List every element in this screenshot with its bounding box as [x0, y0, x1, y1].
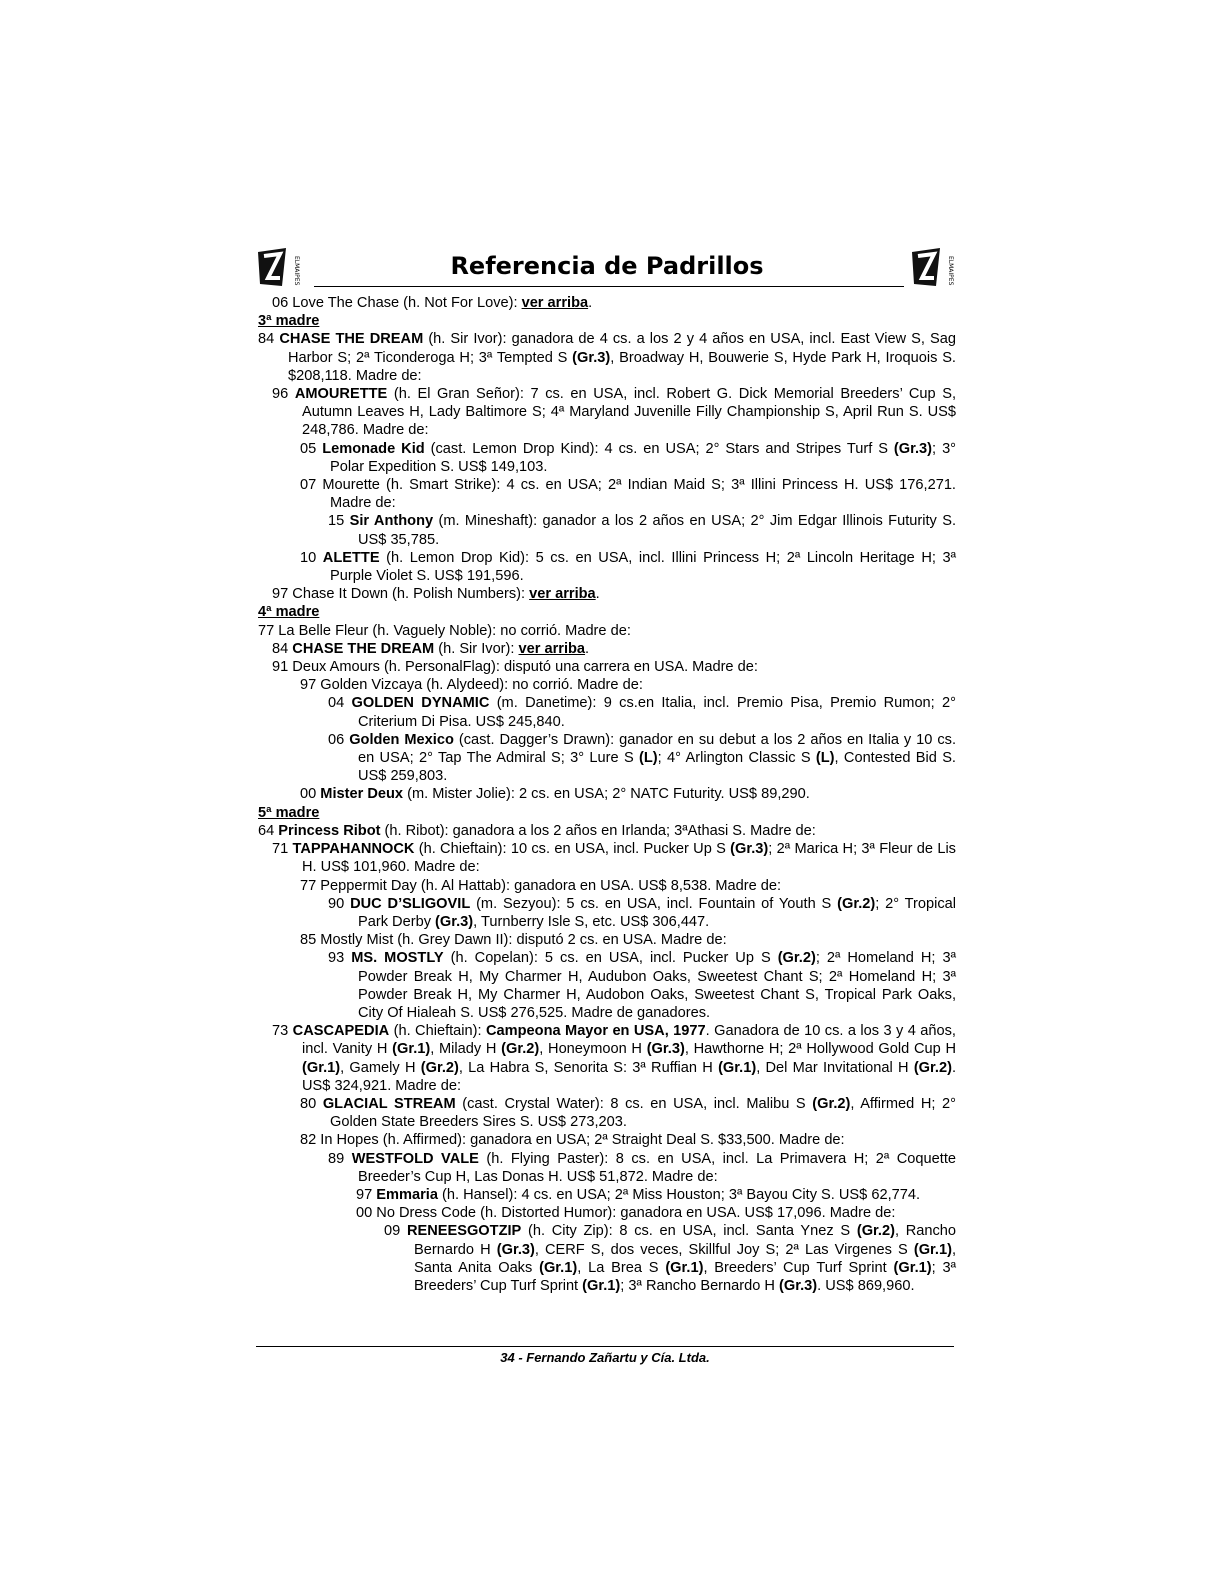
bold-text: Lemonade Kid — [322, 440, 425, 457]
entry-text: 80 — [300, 1095, 323, 1112]
bold-text: (Gr.1) — [392, 1041, 431, 1058]
entry-text: , CERF S, dos veces, Skillful Joy S; 2ª Las Virgenes S — [534, 1241, 914, 1258]
pedigree-entry — [258, 822, 956, 840]
entry-text: 84 — [258, 331, 280, 348]
pedigree-entry — [258, 694, 956, 730]
bold-text: (Gr.3) — [730, 841, 769, 858]
footer-rule — [256, 1346, 954, 1347]
entry-text: (h. Sir Ivor): — [434, 640, 519, 657]
cross-reference-link: ver arriba — [529, 586, 596, 603]
entry-text: . — [585, 640, 590, 657]
entry-text: 91 Deux Amours (h. PersonalFlag): disputó una carrera en USA. Madre de: — [272, 659, 758, 676]
entry-text: 82 In Hopes (h. Affirmed): ganadora en USA; 2ª Straight Deal S. $33,500. Madre de: — [300, 1132, 845, 1149]
entry-text: 97 — [356, 1186, 377, 1203]
entry-text: ; 2ª Homeland H; 3ª Powder Break H, My Charmer H, Audubon Oaks, Sweetest Chant S; 2ª Homeland H; 3ª Powder Break H, My Charmer H, Audobon Oaks, Sweetest Chant S, Tropical Park Oaks, City Of Hialeah S. US$ 276,525. Madre de ganadores. — [358, 950, 956, 1021]
entry-text: ; 3° Polar Expedition S. US$ 149,103. — [330, 440, 957, 475]
entry-text: (h. Chieftain): — [389, 1023, 486, 1040]
bold-text: CHASE THE DREAM — [279, 331, 424, 348]
section-title: 4ª madre — [258, 604, 320, 621]
bold-text: (L) — [815, 750, 835, 767]
entry-text: (h. Sir Ivor): ganadora de 4 cs. a los 2 y 4 años en USA, incl. East View S, Sag Harbor S; 2ª Ticonderoga H; 3ª Tempted S — [288, 331, 956, 366]
entry-text: 15 — [328, 513, 350, 530]
bold-text: Campeona Mayor en USA, 1977 — [486, 1023, 706, 1040]
bold-text: (Gr.2) — [501, 1041, 540, 1058]
entry-text: (h. Ribot): ganadora a los 2 años en Irlanda; 3ªAthasi S. Madre de: — [380, 822, 816, 839]
entry-text: . — [588, 295, 593, 311]
entry-text: ; 3ª Breeders’ Cup Turf Sprint — [414, 1259, 956, 1294]
bold-text: Mister Deux — [320, 786, 404, 803]
pedigree-entry — [258, 1150, 956, 1186]
entry-text: (h. Flying Paster): 8 cs. en USA, incl. La Primavera H; 2ª Coquette Breeder’s Cup H, Las Donas H. US$ 51,872. Madre de: — [358, 1150, 956, 1185]
entry-text: , Santa Anita Oaks — [414, 1241, 957, 1276]
pedigree-entry — [258, 1186, 956, 1204]
svg-text:ELMAIPES: ELMAIPES — [293, 256, 300, 286]
entry-text: . US$ 869,960. — [817, 1277, 915, 1294]
entry-text: 06 — [328, 731, 350, 748]
entry-text: 00 No Dress Code (h. Distorted Humor): ganadora en USA. US$ 17,096. Madre de: — [356, 1205, 896, 1222]
entry-text: , Broadway H, Bouwerie S, Hyde Park H, Iroquois S. $208,118. Madre de: — [288, 349, 956, 384]
entry-text: 73 — [272, 1023, 293, 1040]
bold-text: WESTFOLD VALE — [351, 1150, 479, 1167]
entry-text: 90 — [328, 895, 351, 912]
entry-text: (m. Mister Jolie): 2 cs. en USA; 2° NATC Futurity. US$ 89,290. — [403, 786, 810, 803]
entry-text: (m. Sezyou): 5 cs. en USA, incl. Fountain of Youth S — [470, 895, 838, 912]
entry-text: , Breeders’ Cup Turf Sprint — [703, 1259, 894, 1276]
bold-text: RENEESGOTZIP — [406, 1223, 522, 1240]
pedigree-entry — [258, 731, 956, 786]
bold-text: (Gr.1) — [913, 1241, 952, 1258]
pedigree-entry — [258, 1095, 956, 1131]
entry-text: 09 — [384, 1223, 407, 1240]
entry-text: , La Brea S — [577, 1259, 666, 1276]
bold-text: (Gr.1) — [893, 1259, 932, 1276]
entry-text: 77 Peppermit Day (h. Al Hattab): ganadora en USA. US$ 8,538. Madre de: — [300, 877, 782, 894]
section-heading — [258, 312, 956, 330]
bold-text: (Gr.1) — [302, 1059, 341, 1076]
pedigree-entry — [258, 1204, 956, 1222]
entry-text: , Milady H — [430, 1041, 502, 1058]
bold-text: (Gr.2) — [777, 950, 816, 967]
pedigree-entry — [258, 440, 956, 476]
bold-text: (Gr.3) — [435, 913, 474, 930]
bold-text: (Gr.2) — [420, 1059, 459, 1076]
pedigree-entry — [258, 294, 956, 312]
entry-text: 00 — [300, 786, 321, 803]
entry-text: (h. Chieftain): 10 cs. en USA, incl. Pucker Up S — [414, 841, 731, 858]
pedigree-entry — [258, 512, 956, 548]
entry-text: , Honeymoon H — [539, 1041, 647, 1058]
pedigree-entry — [258, 840, 956, 876]
fz-logo-icon — [910, 244, 958, 290]
entry-text: 71 — [272, 841, 293, 858]
entry-text: , Contested Bid S. US$ 259,803. — [358, 750, 956, 785]
entry-text: 04 — [328, 695, 352, 712]
section-title: 3ª madre — [258, 313, 320, 330]
entry-text: (cast. Crystal Water): 8 cs. en USA, incl. Malibu S — [455, 1095, 813, 1112]
entry-text: 06 Love The Chase (h. Not For Love): — [272, 295, 522, 311]
bold-text: (Gr.1) — [718, 1059, 757, 1076]
bold-text: DUC D’SLIGOVIL — [350, 895, 471, 912]
pedigree-entry — [258, 330, 956, 385]
entry-text: (m. Danetime): 9 cs.en Italia, incl. Premio Pisa, Premio Rumon; 2° Criterium Di Pisa. US$ 245,840. — [358, 695, 956, 730]
bold-text: (Gr.3) — [496, 1241, 535, 1258]
bold-text: Emmaria — [376, 1186, 438, 1203]
fz-logo-icon — [256, 244, 304, 290]
pedigree-entry — [258, 658, 956, 676]
section-title: 5ª madre — [258, 804, 320, 821]
pedigree-text — [258, 294, 956, 1295]
bold-text: (Gr.2) — [837, 895, 876, 912]
entry-text: (h. Copelan): 5 cs. en USA, incl. Pucker Up S — [443, 950, 778, 967]
entry-text: 64 — [258, 822, 279, 839]
bold-text: Golden Mexico — [349, 731, 454, 748]
bold-text: (Gr.1) — [539, 1259, 578, 1276]
cross-reference-link: ver arriba — [521, 295, 589, 311]
section-heading — [258, 804, 956, 822]
entry-text: . — [595, 586, 600, 603]
entry-text: , Affirmed H; 2° Golden State Breeders Sires S. US$ 273,203. — [330, 1095, 956, 1131]
section-heading — [258, 603, 956, 621]
entry-text: 97 Chase It Down (h. Polish Numbers): — [272, 586, 530, 603]
entry-text: 84 — [272, 640, 293, 657]
entry-text: . US$ 324,921. Madre de: — [302, 1059, 956, 1094]
pedigree-entry — [258, 949, 956, 1022]
entry-text: 97 Golden Vizcaya (h. Alydeed): no corrió. Madre de: — [300, 677, 643, 694]
pedigree-entry — [258, 1222, 956, 1295]
pedigree-entry — [258, 549, 956, 585]
entry-text: . Ganadora de 10 cs. a los 3 y 4 años, incl. Vanity H — [302, 1023, 956, 1058]
bold-text: (Gr.1) — [665, 1259, 704, 1276]
bold-text: GOLDEN DYNAMIC — [351, 695, 490, 712]
pedigree-entry — [258, 676, 956, 694]
bold-text: MS. MOSTLY — [351, 950, 444, 967]
entry-text: (h. City Zip): 8 cs. en USA, incl. Santa Ynez S — [521, 1223, 857, 1240]
bold-text: Princess Ribot — [278, 822, 381, 839]
entry-text: 93 — [328, 950, 352, 967]
svg-text:ELMAIPES: ELMAIPES — [947, 256, 954, 286]
bold-text: CHASE THE DREAM — [292, 640, 435, 657]
entry-text: 85 Mostly Mist (h. Grey Dawn II): disputó 2 cs. en USA. Madre de: — [300, 932, 727, 949]
pedigree-entry — [258, 476, 956, 512]
pedigree-entry — [258, 385, 956, 440]
entry-text: 07 Mourette (h. Smart Strike): 4 cs. en USA; 2ª Indian Maid S; 3ª Illini Princess H. US$ 176,271. Madre de: — [300, 477, 956, 512]
entry-text: (cast. Lemon Drop Kind): 4 cs. en USA; 2° Stars and Stripes Turf S — [424, 440, 894, 457]
entry-text: (h. Lemon Drop Kid): 5 cs. en USA, incl. Illini Princess H; 2ª Lincoln Heritage H; 3ª Purple Violet S. US$ 191,596. — [330, 549, 956, 585]
entry-text: , Turnberry Isle S, etc. US$ 306,447. — [473, 913, 710, 930]
bold-text: CASCAPEDIA — [292, 1023, 390, 1040]
entry-text: 10 — [300, 549, 323, 566]
bold-text: (Gr.3) — [779, 1277, 818, 1294]
bold-text: TAPPAHANNOCK — [292, 841, 415, 858]
bold-text: Sir Anthony — [349, 513, 434, 530]
pedigree-entry — [258, 785, 956, 803]
bold-text: (Gr.3) — [893, 440, 933, 457]
pedigree-entry — [258, 931, 956, 949]
bold-text: (Gr.3) — [646, 1041, 685, 1058]
bold-text: (Gr.2) — [856, 1223, 895, 1240]
bold-text: (Gr.2) — [812, 1095, 851, 1112]
entry-text: 05 — [300, 440, 323, 457]
bold-text: GLACIAL STREAM — [322, 1095, 456, 1112]
entry-text: , Hawthorne H; 2ª Hollywood Gold Cup H — [684, 1041, 956, 1058]
entry-text: , Gamely H — [340, 1059, 421, 1076]
entry-text: 96 — [272, 386, 295, 403]
entry-text: , Del Mar Invitational H — [756, 1059, 914, 1076]
pedigree-entry — [258, 1131, 956, 1149]
cross-reference-link: ver arriba — [518, 640, 586, 657]
entry-text: ; 2ª Marica H; 3ª Fleur de Lis H. US$ 101,960. Madre de: — [302, 841, 956, 876]
header-rule — [314, 286, 904, 287]
entry-text: , La Habra S, Senorita S: 3ª Ruffian H — [458, 1059, 719, 1076]
pedigree-entry — [258, 622, 956, 640]
bold-text: (Gr.3) — [572, 349, 611, 366]
entry-text: ; 4° Arlington Classic S — [657, 750, 816, 767]
pedigree-entry — [258, 877, 956, 895]
pedigree-entry — [258, 640, 956, 658]
bold-text: ALETTE — [322, 549, 380, 566]
entry-text: 77 La Belle Fleur (h. Vaguely Noble): no corrió. Madre de: — [258, 622, 631, 639]
entry-text: (h. El Gran Señor): 7 cs. en USA, incl. Robert G. Dick Memorial Breeders’ Cup S, Autumn Leaves H, Lady Baltimore S; 4ª Maryland Juvenille Filly Championship S, April Run S. US$ 248,786. Madre de: — [302, 386, 956, 439]
entry-text: (m. Mineshaft): ganador a los 2 años en USA; 2° Jim Edgar Illinois Futurity S. US$ 35,785. — [358, 513, 956, 548]
pedigree-entry — [258, 1022, 956, 1095]
entry-text: , Rancho Bernardo H — [414, 1223, 957, 1258]
entry-text: (h. Hansel): 4 cs. en USA; 2ª Miss Houston; 3ª Bayou City S. US$ 62,774. — [437, 1186, 921, 1203]
pedigree-entry — [258, 895, 956, 931]
pedigree-entry — [258, 585, 956, 603]
bold-text: (Gr.2) — [913, 1059, 952, 1076]
bold-text: (L) — [639, 750, 658, 767]
entry-text: (cast. Dagger’s Drawn): ganador en su debut a los 2 años en Italia y 10 cs. en USA; 2° Tap The Admiral S; 3° Lure S — [358, 731, 956, 767]
entry-text: ; 3ª Rancho Bernardo H — [620, 1277, 780, 1294]
page-header — [256, 242, 958, 292]
page-footer: 34 - Fernando Zañartu y Cía. Ltda. — [500, 1350, 710, 1365]
bold-text: (Gr.1) — [582, 1277, 621, 1294]
bold-text: AMOURETTE — [294, 386, 388, 403]
page-title: Referencia de Padrillos — [450, 252, 764, 280]
entry-text: 89 — [328, 1150, 352, 1167]
entry-text: ; 2° Tropical Park Derby — [358, 895, 957, 930]
